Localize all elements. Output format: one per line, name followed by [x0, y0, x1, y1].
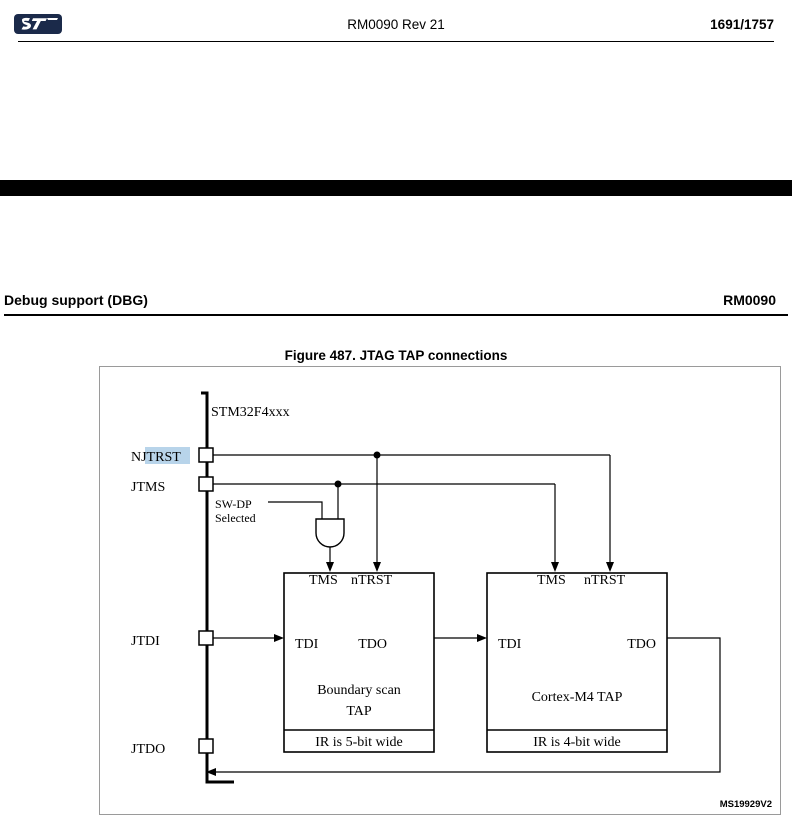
- net-jtdi: [213, 634, 284, 642]
- cm4-tap-port-tdo: TDO: [627, 637, 656, 652]
- header-document-title: RM0090 Rev 21: [347, 17, 445, 32]
- net-bs-tdo-to-cm4-tdi: [434, 634, 487, 642]
- boundary-scan-tap-block: [284, 573, 434, 752]
- page-header: [0, 0, 792, 44]
- cortex-m4-tap-block: [487, 573, 667, 752]
- header-page-number: 1691/1757: [710, 17, 774, 32]
- sw-dp-label-line1: SW-DP: [215, 497, 252, 511]
- bs-tap-port-tms: TMS: [309, 573, 338, 588]
- device-label: STM32F4xxx: [211, 405, 290, 420]
- figure-container: [99, 366, 781, 815]
- pin-label-jtdo: JTDO: [131, 742, 166, 757]
- header-divider: [18, 41, 774, 42]
- section-document-code: RM0090: [723, 292, 776, 308]
- bs-tap-footer: IR is 5-bit wide: [315, 735, 403, 750]
- sw-dp-label-line2: Selected: [215, 511, 256, 525]
- black-band-divider: [0, 180, 792, 196]
- cm4-tap-footer: IR is 4-bit wide: [533, 735, 621, 750]
- sw-dp-selected-signal: [215, 497, 322, 525]
- bs-tap-port-tdi: TDI: [295, 637, 319, 652]
- pin-label-njtrst: NJTRST: [131, 450, 181, 465]
- jtag-tap-diagram: [100, 367, 780, 814]
- cm4-tap-port-tms: TMS: [537, 573, 566, 588]
- net-jtms: [213, 481, 559, 573]
- section-title: Debug support (DBG): [4, 292, 148, 308]
- pin-pad-jtdi: [199, 631, 213, 645]
- cm4-tap-port-ntrst: nTRST: [584, 573, 626, 588]
- bs-tap-title-line2: TAP: [346, 704, 372, 719]
- cm4-tap-port-tdi: TDI: [498, 637, 522, 652]
- tms-gate: [316, 519, 344, 572]
- net-njtrst: [213, 452, 614, 573]
- pin-label-jtms: JTMS: [131, 480, 166, 495]
- bs-tap-port-ntrst: nTRST: [351, 573, 393, 588]
- pin-label-jtdi: JTDI: [131, 634, 160, 649]
- cm4-tap-title-line1: Cortex-M4 TAP: [531, 690, 623, 705]
- bs-tap-title-line1: Boundary scan: [317, 683, 401, 698]
- pin-pad-njtrst: [199, 448, 213, 462]
- figure-title: Figure 487. JTAG TAP connections: [284, 348, 508, 363]
- figure-id-caption: MS19929V2: [719, 799, 772, 810]
- pin-pad-jtms: [199, 477, 213, 491]
- bs-tap-port-tdo: TDO: [358, 637, 387, 652]
- pin-pad-jtdo: [199, 739, 213, 753]
- section-divider: [4, 314, 788, 316]
